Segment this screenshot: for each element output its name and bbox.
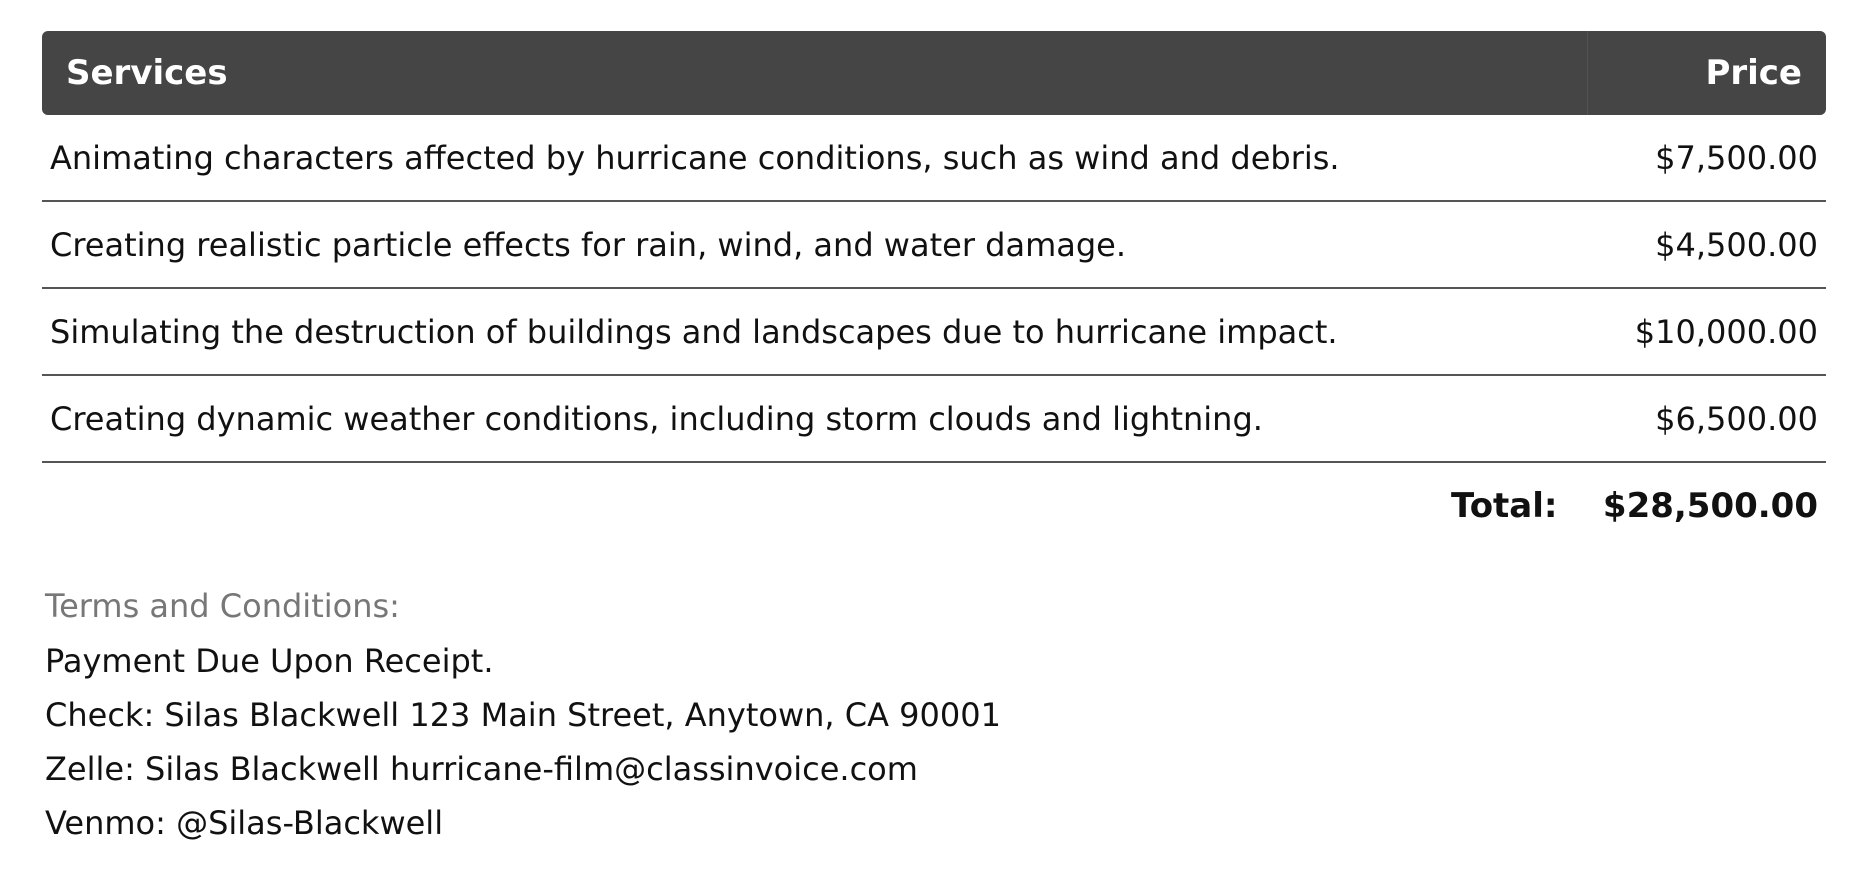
table-row	[42, 375, 1826, 462]
total-row	[42, 462, 1826, 548]
table-row	[42, 115, 1826, 201]
service-price: $6,500.00	[1588, 375, 1827, 462]
service-price: $4,500.00	[1588, 201, 1827, 288]
total-value: $28,500.00	[1602, 485, 1818, 526]
table-row	[42, 201, 1826, 288]
terms-section	[45, 578, 1001, 850]
service-description: Creating dynamic weather conditions, including storm clouds and lightning.	[42, 375, 1588, 462]
service-price: $10,000.00	[1588, 288, 1827, 375]
service-description: Animating characters affected by hurricane conditions, such as wind and debris.	[42, 115, 1588, 201]
service-description: Simulating the destruction of buildings and landscapes due to hurricane impact.	[42, 288, 1588, 375]
service-description: Creating realistic particle effects for rain, wind, and water damage.	[42, 201, 1588, 288]
table-header-row	[42, 31, 1826, 115]
payment-due-line: Payment Due Upon Receipt.	[45, 642, 494, 680]
price-column-header: Price	[1588, 31, 1827, 115]
check-payment-line: Check: Silas Blackwell 123 Main Street, Anytown, CA 90001	[45, 696, 1001, 734]
services-table	[42, 31, 1826, 548]
venmo-payment-line: Venmo: @Silas-Blackwell	[45, 804, 444, 842]
total-label: Total:	[1451, 485, 1558, 526]
table-row	[42, 288, 1826, 375]
services-column-header: Services	[42, 31, 1588, 115]
service-price: $7,500.00	[1588, 115, 1827, 201]
zelle-payment-line: Zelle: Silas Blackwell hurricane-film@classinvoice.com	[45, 750, 918, 788]
terms-heading: Terms and Conditions:	[45, 587, 400, 625]
